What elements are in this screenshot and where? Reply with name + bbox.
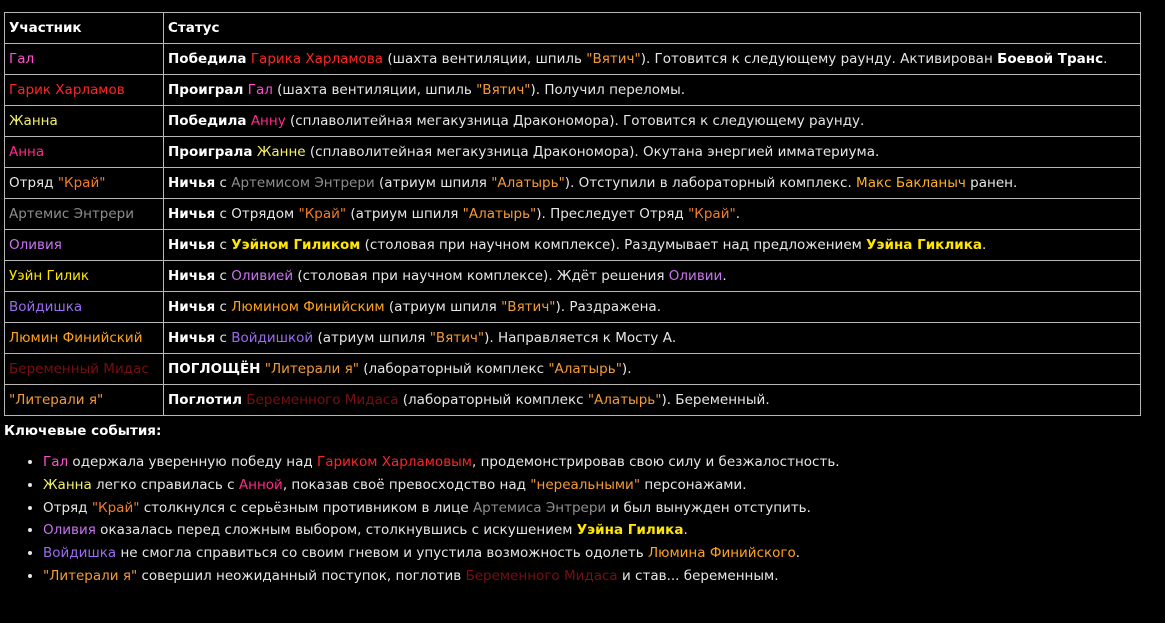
table-row — [5, 292, 1141, 323]
plain-text: одержала уверенную победу над — [68, 454, 318, 470]
status-cell — [164, 354, 1141, 385]
emphasis-text: Победила — [168, 51, 247, 67]
plain-text: (сплаволитейная мегакузница Дракономора). Готовится к следующему раунду. — [285, 113, 865, 129]
event-item — [43, 451, 1165, 474]
status-cell — [164, 168, 1141, 199]
highlighted-name: Макс Бакланыч — [856, 175, 966, 191]
plain-text: (атриум шпиля — [384, 299, 502, 315]
emphasis-text: ПОГЛОЩЁН — [168, 361, 261, 377]
participant-cell — [5, 354, 164, 385]
participant-cell — [5, 292, 164, 323]
participant-cell — [5, 385, 164, 416]
plain-text: (атриум шпиля — [346, 206, 463, 222]
plain-text: ранен. — [965, 175, 1018, 191]
emphasis-text: Ничья — [168, 237, 216, 253]
plain-text: . — [722, 268, 727, 284]
participant-cell — [5, 323, 164, 354]
plain-text: ). Готовится к следующему раунду. Активирован — [640, 51, 998, 67]
table-row — [5, 137, 1141, 168]
participant-cell — [5, 75, 164, 106]
column-header-participant: Участник — [5, 13, 164, 44]
highlighted-name: Анну — [250, 113, 286, 129]
highlighted-name: "нереальными" — [530, 476, 641, 493]
highlighted-name: Жанне — [256, 144, 306, 160]
emphasis-text: Ничья — [168, 206, 216, 222]
table-header-row — [5, 13, 1141, 44]
plain-text: (шахта вентиляции, шпиль — [383, 51, 587, 67]
emphasis-text: Боевой Транс — [997, 51, 1104, 67]
highlighted-name: "Край" — [91, 499, 140, 516]
plain-text: . — [1103, 51, 1108, 67]
highlighted-name: "Вятич" — [429, 330, 485, 346]
plain-text: , продемонстрировав свою силу и безжалостность. — [472, 454, 840, 470]
highlighted-name: Жанна — [43, 476, 92, 493]
status-cell — [164, 261, 1141, 292]
highlighted-name: Гариком Харламовым — [317, 454, 472, 470]
plain-text: и был вынужден отступить. — [606, 499, 811, 516]
results-table — [4, 12, 1141, 416]
plain-text: и став... беременным. — [617, 567, 779, 584]
table-row — [5, 354, 1141, 385]
table-row — [5, 261, 1141, 292]
table-row — [5, 44, 1141, 75]
status-cell — [164, 323, 1141, 354]
plain-text: (столовая при научном комплексе). Ждёт решения — [293, 268, 669, 284]
plain-text: оказалась перед сложным выбором, столкнувшись с искушением — [95, 522, 577, 539]
highlighted-name: "Литерали я" — [264, 361, 359, 377]
highlighted-name: "Край" — [688, 206, 736, 222]
participant-name: Жанна — [9, 113, 58, 129]
participant-name: "Литерали я" — [9, 392, 104, 408]
plain-text: ). Раздражена. — [555, 299, 661, 315]
plain-text: (атриум шпиля — [313, 330, 430, 346]
status-cell — [164, 106, 1141, 137]
plain-text: (столовая при научном комплексе). Раздумывает над предложением — [360, 237, 867, 253]
plain-text: Отряд — [43, 499, 92, 516]
plain-text: (лабораторный комплекс — [358, 361, 549, 377]
emphasis-text: Проиграл — [168, 82, 244, 98]
participant-name: Анна — [9, 144, 45, 160]
plain-text: . — [735, 206, 740, 222]
plain-text: (лабораторный комплекс — [398, 392, 588, 408]
plain-text: ). Получил переломы. — [530, 82, 686, 98]
plain-text: . — [981, 237, 987, 253]
highlighted-name: "Алатырь" — [548, 361, 622, 377]
plain-text: персонажами. — [640, 476, 747, 493]
participant-name-suffix: "Край" — [57, 175, 106, 191]
highlighted-name: "Алатырь" — [491, 175, 565, 191]
highlighted-name: "Вятич" — [501, 299, 556, 315]
highlighted-name: Беременного Мидаса — [465, 567, 618, 584]
plain-text: совершил неожиданный поступок, поглотив — [137, 567, 466, 584]
highlighted-name: Гарика Харламова — [250, 51, 384, 67]
plain-text: с — [215, 299, 232, 315]
participant-cell — [5, 261, 164, 292]
table-row — [5, 385, 1141, 416]
participant-cell — [5, 230, 164, 261]
table-row — [5, 230, 1141, 261]
highlighted-name: "Вятич" — [476, 82, 531, 98]
highlighted-name: "Алатырь" — [587, 392, 662, 408]
highlighted-name: Анной — [238, 476, 283, 493]
plain-text: . — [795, 545, 801, 562]
emphasis-text: Ничья — [168, 330, 216, 346]
plain-text: (шахта вентиляции, шпиль — [272, 82, 477, 98]
plain-text: с Отрядом — [215, 206, 299, 222]
participant-cell — [5, 199, 164, 230]
participant-cell — [5, 106, 164, 137]
emphasis-text: Проиграла — [168, 144, 253, 160]
participant-name: Войдишка — [9, 299, 83, 315]
highlighted-name: Уэйна Гилика — [576, 522, 684, 539]
highlighted-name: Оливией — [231, 268, 294, 284]
plain-text: (атриум шпиля — [374, 175, 492, 191]
plain-text: ). — [621, 361, 632, 377]
plain-text: , показав своё превосходство над — [282, 476, 531, 493]
event-item — [43, 497, 1165, 520]
participant-name: Беременный Мидас — [9, 361, 149, 377]
participant-name: Люмин Финийский — [9, 330, 143, 346]
status-cell — [164, 230, 1141, 261]
participant-cell — [5, 44, 164, 75]
highlighted-name: Беременного Мидаса — [246, 392, 399, 408]
participant-name: Гарик Харламов — [9, 82, 125, 98]
plain-text: столкнулся с серьёзным противником в лице — [139, 499, 473, 516]
participant-cell — [5, 137, 164, 168]
table-body — [5, 44, 1141, 416]
plain-text: с — [215, 175, 232, 191]
emphasis-text: Ничья — [168, 268, 216, 284]
table-row — [5, 106, 1141, 137]
event-item — [43, 519, 1165, 542]
highlighted-name: Гал — [43, 454, 69, 470]
status-cell — [164, 137, 1141, 168]
highlighted-name: Уэйном Гиликом — [231, 237, 361, 253]
table-row — [5, 75, 1141, 106]
plain-text: ). Отступили в лабораторный комплекс. — [564, 175, 857, 191]
table-row — [5, 199, 1141, 230]
events-heading: Ключевые события: — [4, 423, 162, 439]
table-row — [5, 168, 1141, 199]
participant-name: Гал — [9, 51, 35, 67]
emphasis-text: Победила — [168, 113, 247, 129]
participant-name: Оливия — [9, 237, 62, 253]
highlighted-name: Войдишка — [43, 545, 117, 562]
events-list — [0, 451, 1165, 588]
highlighted-name: Люмином Финийским — [231, 299, 385, 315]
plain-text: ). Беременный. — [661, 392, 770, 408]
highlighted-name: Войдишкой — [231, 330, 314, 346]
participant-name: Артемис Энтрери — [9, 206, 134, 222]
highlighted-name: Уэйна Гиклика — [866, 237, 982, 253]
plain-text: с — [215, 268, 232, 284]
event-item — [43, 542, 1165, 565]
status-cell — [164, 199, 1141, 230]
plain-text: ). Преследует Отряд — [536, 206, 689, 222]
highlighted-name: Оливии — [668, 268, 723, 284]
highlighted-name: Артемисом Энтрери — [231, 175, 375, 191]
participant-name: Уэйн Гилик — [9, 268, 90, 284]
plain-text: не смогла справиться со своим гневом и упустила возможность одолеть — [116, 545, 648, 562]
highlighted-name: "Литерали я" — [43, 567, 138, 584]
plain-text: легко справилась с — [91, 476, 239, 493]
highlighted-name: Оливия — [43, 522, 96, 539]
emphasis-text: Поглотил — [168, 392, 242, 408]
emphasis-text: Ничья — [168, 299, 216, 315]
plain-text: с — [215, 237, 232, 253]
status-cell — [164, 292, 1141, 323]
status-cell — [164, 44, 1141, 75]
status-cell — [164, 75, 1141, 106]
plain-text: ). Направляется к Мосту А. — [484, 330, 677, 346]
highlighted-name: Гал — [247, 82, 273, 98]
highlighted-name: "Вятич" — [586, 51, 641, 67]
highlighted-name: Артемиса Энтрери — [472, 499, 607, 516]
column-header-status: Статус — [164, 13, 1141, 44]
plain-text: с — [215, 330, 232, 346]
highlighted-name: Люмина Финийского — [647, 545, 796, 562]
highlighted-name: "Алатырь" — [462, 206, 537, 222]
highlighted-name: "Край" — [298, 206, 347, 222]
participant-cell — [5, 168, 164, 199]
event-item — [43, 565, 1165, 588]
table-row — [5, 323, 1141, 354]
plain-text: (сплаволитейная мегакузница Дракономора). Окутана энергией имматериума. — [305, 144, 880, 160]
status-cell — [164, 385, 1141, 416]
emphasis-text: Ничья — [168, 175, 216, 191]
event-item — [43, 474, 1165, 497]
participant-name: Отряд — [9, 175, 58, 191]
plain-text: . — [683, 522, 688, 539]
